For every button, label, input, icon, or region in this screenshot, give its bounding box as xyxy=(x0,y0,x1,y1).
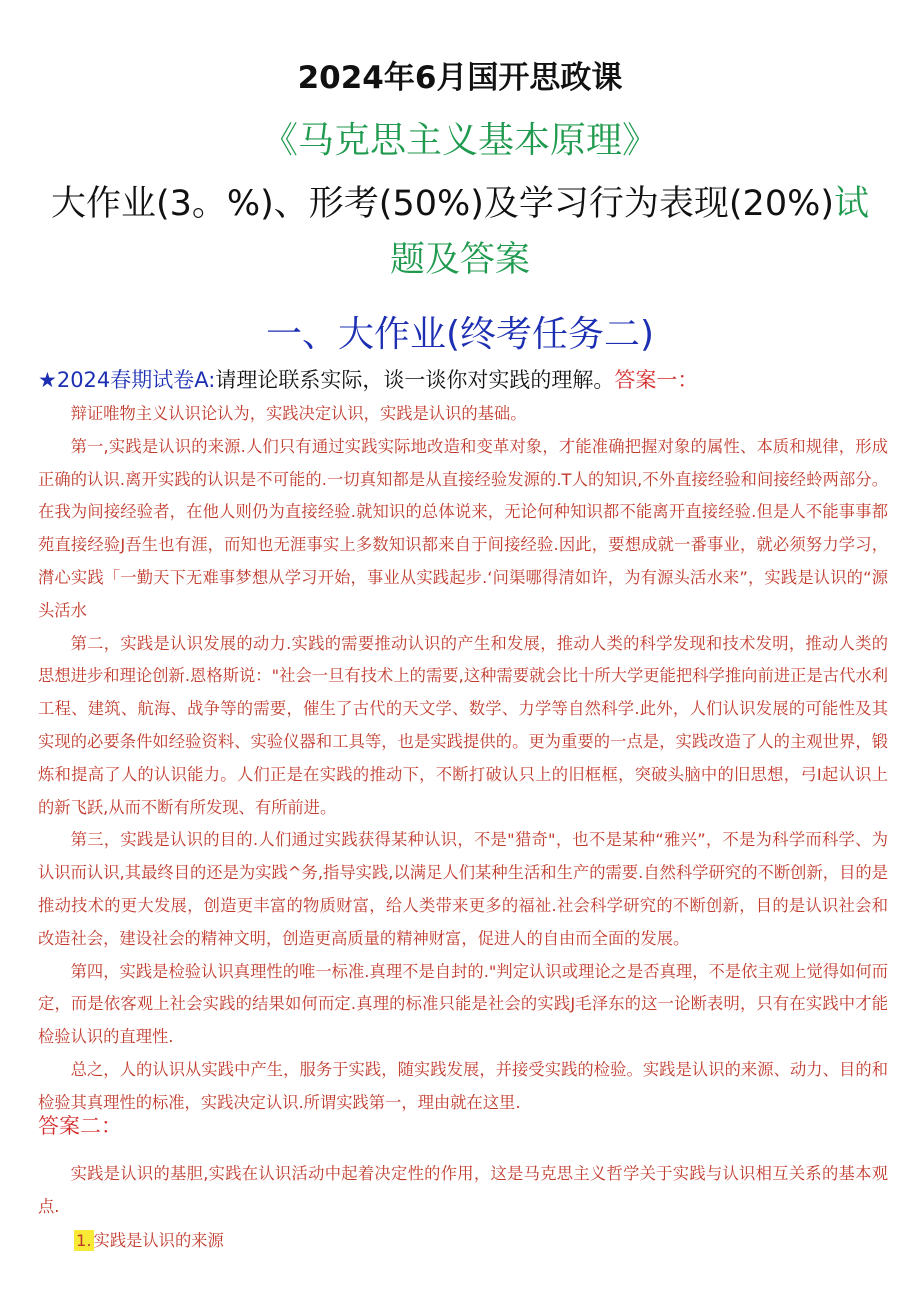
paragraph: 总之，人的认识从实践中产生，服务于实践，随实践发展，并接受实践的检验。实践是认识的来源、动力、目的和检验其真理性的标准，实践决定认识.所谓实践第一，理由就在这里. xyxy=(38,1059,888,1112)
section-title: 一、大作业(终考任务二) xyxy=(265,314,655,355)
paragraph: 第一,实践是认识的来源.人们只有通过实践实际地改造和变革对象，才能准确把握对象的属性、本质和规律，形成正确的认识.离开实践的认识是不可能的.一切真知都是从直接经验发源的.T人的知识,不外直接经验和间接经蛉两部分。在我为间接经验者，在他人则仍为直接经验.就知识的总体说来，无论何种知识都不能离开直接经验.但是人不能事事都苑直接经验J吾生也有涯，而知也无涯事实上多数知识都来自于间接经验.因此，要想成就一番事业，就必须努力学习，潸心实践「一勤天下无难事梦想从学习开始，事业从实践起步.‘问渠哪得清如许，为有源头活水来”，实践是认识的“源头活水 xyxy=(38,436,888,620)
paragraph: 第三，实践是认识的目的.人们通过实践获得某种认识，不是"猎奇"，也不是某种“雅兴”，不是为科学而科学、为认识而认识,其最终目的还是为实践^务,指导实践,以满足人们某种生活和生产的需要.自然科学研究的不断创新，目的是推动技术的更大发展，创造更丰富的物质财富，给人类带来更多的福祉.社会科学研究的不断创新，目的是认识社会和改造社会，建设社会的精神文明，创造更高质量的精神财富，促进人的自由而全面的发展。 xyxy=(38,830,888,948)
question-tag: 2024春期试卷A: xyxy=(56,368,216,392)
course-title: 《马克思主义基本原理》 xyxy=(261,120,658,161)
subtitle xyxy=(40,176,880,288)
list-item xyxy=(74,1227,224,1255)
paragraph: 第二，实践是认识发展的动力.实践的需要推动认识的产生和发展，推动人类的科学发现和技术发明，推动人类的思想进步和理论创新.恩格斯说："社会一旦有技术上的需要,这种需要就会比十所大学更能把科学推向前进正是古代水利工程、建筑、航海、战争等的需要，催生了古代的天文学、数学、力学等自然科学.此外，人们认识发展的可能性及其实现的必要条件如经验资料、实验仪器和工具等，也是实践提供的。更为重要的一点是，实践改造了人的主观世界，锻炼和提高了人的认识能力。人们正是在实践的推动下，不断打破认只上的旧框框，突破头脑中的旧思想，弓I起认识上的新飞跃,从而不断有所发现、有所前进。 xyxy=(38,633,888,817)
answer-two-body xyxy=(38,1158,888,1224)
answer-one-body xyxy=(38,398,888,1120)
question-line xyxy=(38,364,898,396)
document-title: 2024年6月国开思政课 xyxy=(297,60,623,96)
answer-two-label: 答案二： xyxy=(38,1114,122,1138)
item-number: 1. xyxy=(76,1231,92,1250)
answer-one-label: 答案一： xyxy=(614,368,699,392)
star-icon: ★ xyxy=(38,368,57,392)
subtitle-green: 试题及答案 xyxy=(389,184,870,280)
item-text: 实践是认识的来源 xyxy=(93,1231,224,1250)
paragraph: 第四，实践是检验认识真理性的唯一标准.真理不是自封的."判定认识或理论之是否真理，不是依主观上觉得如何而定，而是依客观上社会实践的结果如何而定.真理的标准只能是社会的实践J毛泽东的这一论断表明，只有在实践中才能检验认识的直理性. xyxy=(38,961,888,1047)
subtitle-black: 大作业(3。%)、形考(50%)及学习行为表现(20%) xyxy=(50,184,835,224)
question-text: 请理论联系实际，谈一谈你对实践的理解。 xyxy=(215,368,615,392)
paragraph: 辩证唯物主义认识论认为，实践决定认识，实践是认识的基础。 xyxy=(70,404,527,423)
paragraph: 实践是认识的基胆,实践在认识活动中起着决定性的作用，这是马克思主义哲学关于实践与认识相互关系的基本观点. xyxy=(38,1164,888,1216)
